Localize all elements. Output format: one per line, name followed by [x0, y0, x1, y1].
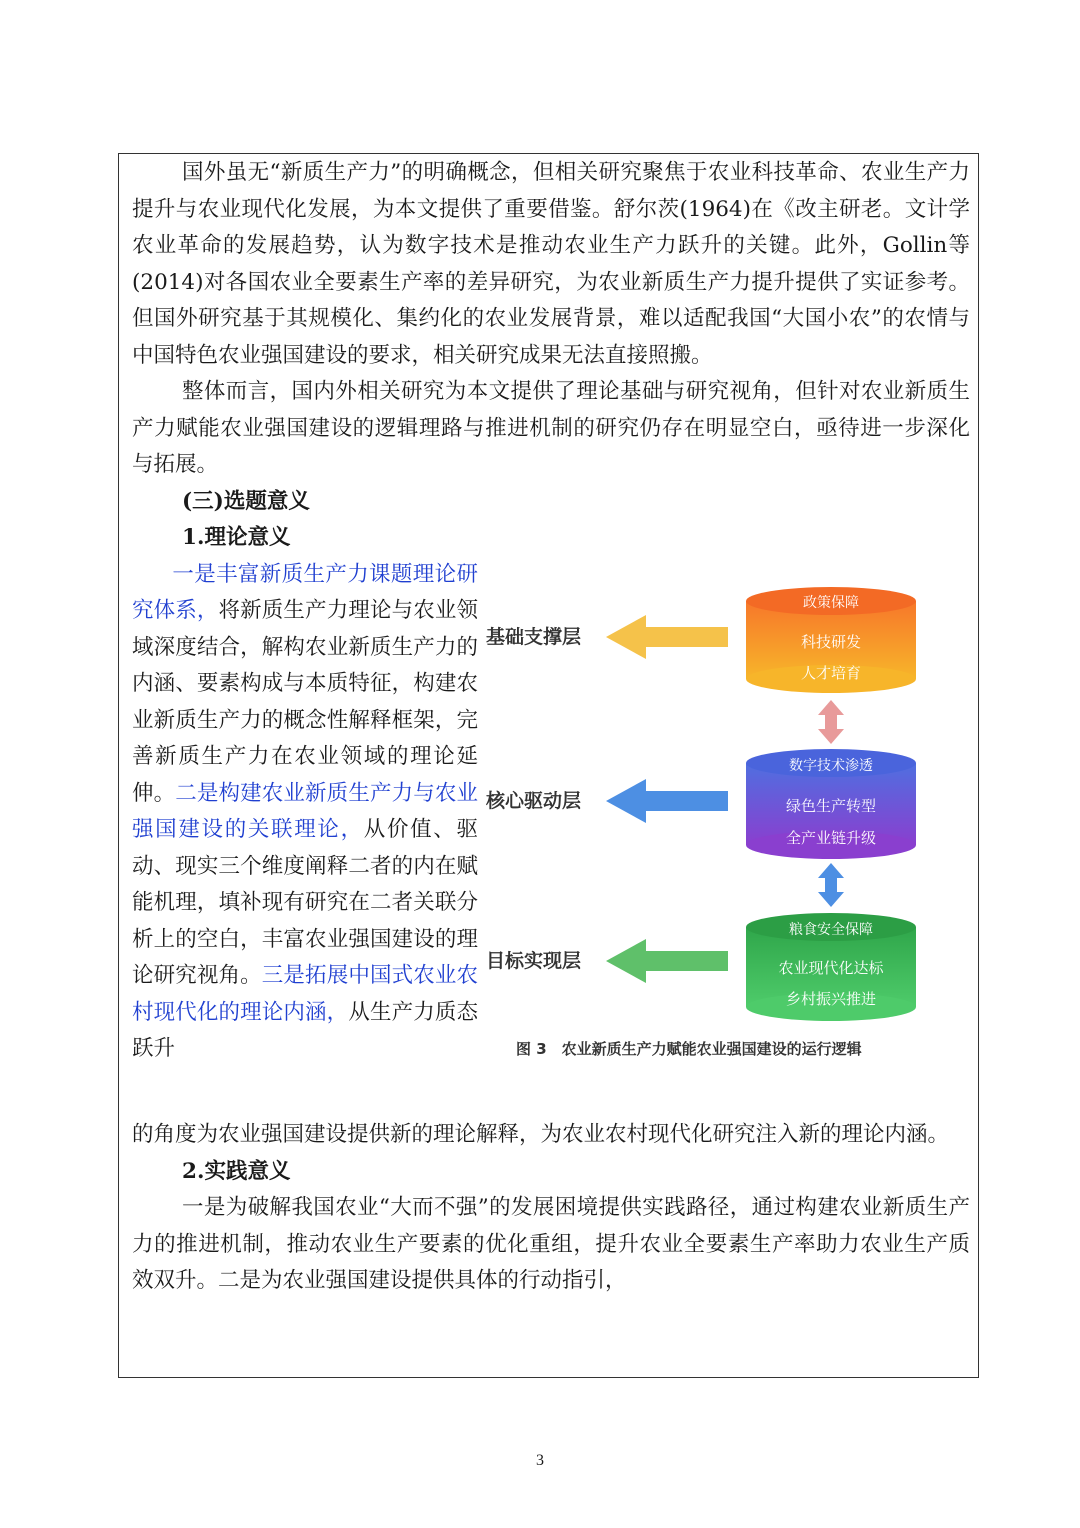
heading-practical-significance: 2.实践意义: [182, 1158, 291, 1184]
layer-label-target: 目标实现层: [486, 949, 582, 972]
item-tech-rd: 科技研发: [800, 632, 862, 651]
layer-label-foundation: 基础支撑层: [486, 625, 582, 648]
page-number: 3: [536, 1452, 544, 1469]
cylinder-core: [746, 749, 916, 859]
paragraph-practice: 一是为破解我国农业“大而不强”的发展困境提供实践路径，通过构建农业新质生产力的推进机制，推动农业生产要素的优化重组，提升农业全要素生产率助力农业生产质效双升。二是为农业强国建设提供具体的行动指引，: [132, 1195, 970, 1293]
theory-text-3: 从生产力质态跃升: [132, 999, 478, 1061]
arrow-left-icon: [606, 779, 728, 823]
theory-point-1: 一是丰富新质生产力课题理论研究体系，: [132, 561, 478, 623]
theory-text-2: 从价值、驱动、现实三个维度阐释二者的内在赋能机理，填补现有研究在二者关联分析上的空白，丰富农业强国建设的理论研究视角。: [132, 817, 478, 988]
theory-paragraph: [132, 557, 478, 1118]
theory-with-figure: [132, 557, 970, 1118]
theory-point-3: 三是拓展中国式农业农村现代化的理论内涵，: [132, 963, 478, 1025]
theory-point-2: 二是构建农业新质生产力与农业强国建设的关联理论，: [132, 780, 478, 842]
item-talent: 人才培育: [800, 663, 862, 682]
item-policy: 政策保障: [803, 594, 859, 611]
double-arrow-icon: [818, 700, 844, 744]
double-arrow-icon: [818, 863, 844, 907]
logic-diagram: [478, 557, 970, 1105]
arrow-left-icon: [606, 939, 728, 983]
paragraph-foreign-research: 国外虽无“新质生产力”的明确概念，但相关研究聚焦于农业科技革命、农业生产力提升与农业现代化发展，为本文提供了重要借鉴。舒尔茨(1964)在《改主研老。文计学农业革命的发展趋势，认为数字技术是推动农业生产力跃升的关键。此外，Gollin等(2014)对各国农业全要素生产率的差异研究，为农业新质生产力提升提供了实证参考。但国外研究基于其规模化、集约化的农业发展背景，难以适配我国“大国小农”的农情与中国特色农业强国建设的要求，相关研究成果无法直接照搬。: [132, 160, 970, 368]
heading-topic-significance: (三)选题意义: [182, 488, 310, 514]
theory-tail: 的角度为农业强国建设提供新的理论解释，为农业农村现代化研究注入新的理论内涵。: [132, 1122, 950, 1147]
theory-text-1: 将新质生产力理论与农业领域深度结合，解构农业新质生产力的内涵、要素构成与本质特征，构建农业新质生产力的概念性解释框架，完善新质生产力在农业领域的理论延伸。: [132, 598, 478, 806]
item-green: 绿色生产转型: [785, 796, 877, 815]
figure-caption: 图 3 农业新质生产力赋能农业强国建设的运行逻辑: [516, 1039, 862, 1058]
arrow-left-icon: [606, 615, 728, 659]
item-chain: 全产业链升级: [785, 828, 877, 847]
item-modernization: 农业现代化达标: [778, 958, 884, 977]
layer-label-core: 核心驱动层: [486, 789, 582, 812]
item-digital: 数字技术渗透: [789, 757, 873, 774]
item-revitalization: 乡村振兴推进: [785, 989, 877, 1008]
document-body: [132, 155, 970, 1300]
figure-3: [478, 557, 970, 1118]
cylinder-foundation: [746, 587, 916, 693]
cylinder-target: [746, 913, 916, 1021]
item-grain: 粮食安全保障: [789, 921, 873, 938]
heading-theoretical-significance: 1.理论意义: [182, 525, 291, 550]
paragraph-summary: 整体而言，国内外相关研究为本文提供了理论基础与研究视角，但针对农业新质生产力赋能农业强国建设的逻辑理路与推进机制的研究仍存在明显空白，亟待进一步深化与拓展。: [132, 379, 970, 477]
